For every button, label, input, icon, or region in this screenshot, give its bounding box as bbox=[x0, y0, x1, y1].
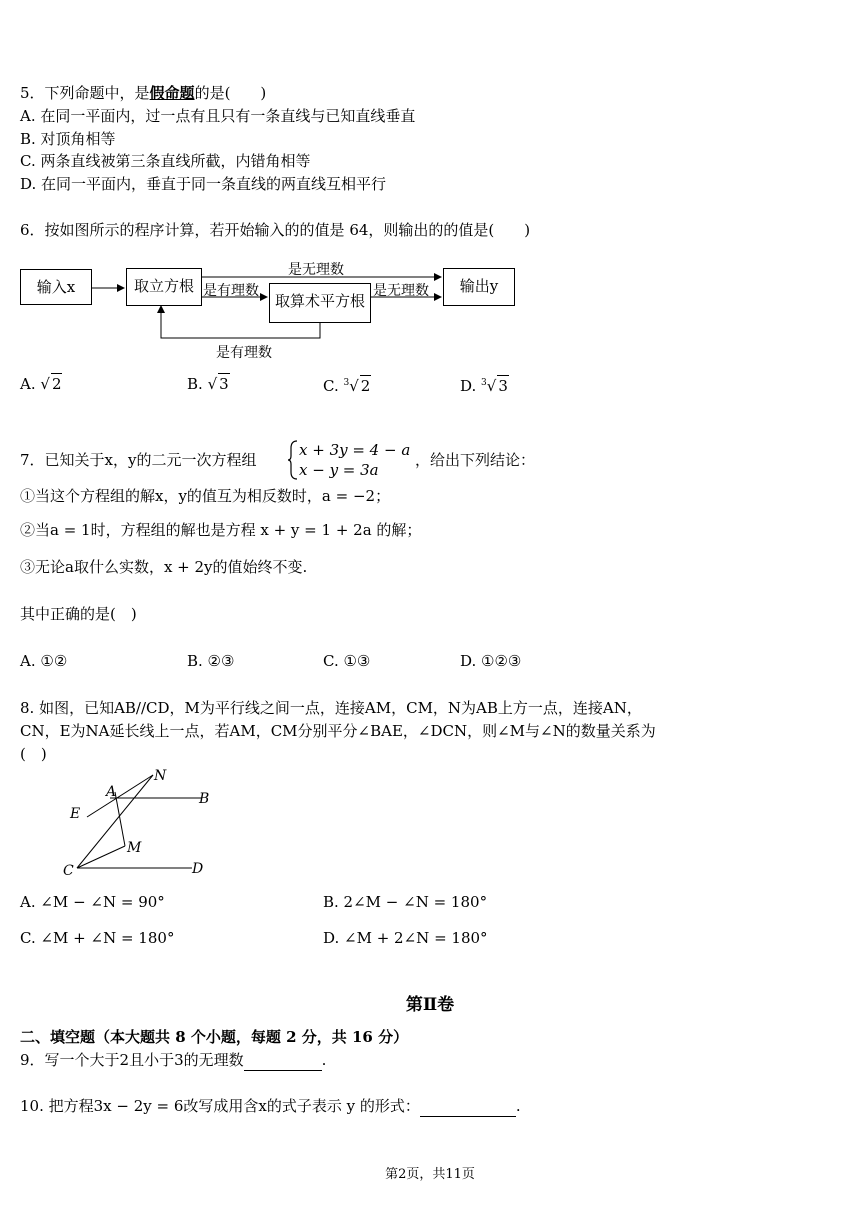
flow-label-mid1: 是有理数 bbox=[203, 283, 259, 299]
q7-brace bbox=[287, 440, 299, 480]
page-footer: 第2页，共11页 bbox=[385, 1167, 475, 1182]
q8-line-1: 8. 如图，已知AB//CD，M为平行线之间一点，连接AM，CM，N为AB上方一点，连接AN， bbox=[20, 699, 642, 717]
q5-emphasis: 假命题 bbox=[149, 84, 195, 102]
flow-label-bottom: 是有理数 bbox=[216, 345, 272, 361]
flow-cube-root-box: 取立方根 bbox=[126, 268, 202, 306]
q8-option-a: A. ∠M − ∠N = 90° bbox=[20, 893, 165, 911]
q10-answer-blank[interactable] bbox=[420, 1096, 516, 1117]
flow-label-mid2: 是无理数 bbox=[373, 283, 429, 299]
q7-statement-2: ②当a = 1时，方程组的解也是方程 x + y = 1 + 2a 的解； bbox=[20, 521, 422, 539]
q5-stem: 5．下列命题中，是假命题的是( ) bbox=[20, 84, 267, 102]
q9-answer-blank[interactable] bbox=[244, 1050, 322, 1071]
q7-eq2: x − y = 3a bbox=[299, 461, 379, 479]
q8-option-d: D. ∠M + 2∠N = 180° bbox=[323, 929, 488, 947]
q10: 10. 把方程3x − 2y = 6改写成用含x的式子表示 y 的形式： . bbox=[20, 1097, 521, 1115]
fig-label-A: A bbox=[106, 784, 117, 800]
q5-option-c: C. 两条直线被第三条直线所截，内错角相等 bbox=[20, 152, 311, 170]
q7-option-c: C. ①③ bbox=[323, 652, 371, 670]
fig-label-B: B bbox=[199, 791, 210, 807]
q9: 9．写一个大于2且小于3的无理数 . bbox=[20, 1051, 327, 1069]
part2-title: 第Ⅱ卷 bbox=[405, 995, 455, 1015]
q7-stem-pre: 7．已知关于x，y的二元一次方程组 bbox=[20, 451, 257, 469]
flow-label-top: 是无理数 bbox=[288, 262, 344, 278]
q6-option-b: B. √ 3 bbox=[187, 375, 229, 393]
q7-option-d: D. ①②③ bbox=[460, 652, 522, 670]
q7-statement-1: ①当这个方程组的解x，y的值互为相反数时，a = −2； bbox=[20, 487, 391, 505]
flow-input-box: 输入x bbox=[20, 269, 92, 305]
q5-option-b: B. 对顶角相等 bbox=[20, 130, 116, 148]
q8-option-c: C. ∠M + ∠N = 180° bbox=[20, 929, 175, 947]
q8-geometry-figure bbox=[60, 765, 220, 880]
flow-output-box: 输出y bbox=[443, 268, 515, 306]
q7-option-b: B. ②③ bbox=[187, 652, 235, 670]
fig-label-E: E bbox=[70, 806, 81, 822]
q8-line-2: CN，E为NA延长线上一点，若AM，CM分别平分∠BAE，∠DCN，则∠M与∠N的数量关系为 bbox=[20, 722, 656, 740]
q7-eq1: x + 3y = 4 − a bbox=[299, 441, 411, 459]
q6-option-d: D. $^3$√ 3 bbox=[460, 377, 508, 395]
q5-option-a: A. 在同一平面内，过一点有且只有一条直线与已知直线垂直 bbox=[20, 107, 416, 125]
q7-option-a: A. ①② bbox=[20, 652, 68, 670]
q6-option-a: A. √ 2 bbox=[20, 375, 62, 393]
fig-label-C: C bbox=[63, 863, 74, 879]
q7-ask: 其中正确的是( ) bbox=[20, 605, 137, 623]
q6-option-c: C. $^3$√ 2 bbox=[323, 377, 371, 395]
flow-sqrt-box: 取算术平方根 bbox=[269, 283, 371, 323]
fig-label-N: N bbox=[154, 768, 167, 784]
fig-label-M: M bbox=[127, 840, 142, 856]
q8-option-b: B. 2∠M − ∠N = 180° bbox=[323, 893, 488, 911]
q7-statement-3: ③无论a取什么实数，x + 2y的值始终不变. bbox=[20, 558, 308, 576]
q8-line-3: ( ) bbox=[20, 745, 47, 763]
fig-label-D: D bbox=[192, 861, 204, 877]
q7-stem-post: ，给出下列结论： bbox=[415, 451, 536, 469]
q5-option-d: D. 在同一平面内，垂直于同一条直线的两直线互相平行 bbox=[20, 175, 387, 193]
q6-stem: 6．按如图所示的程序计算，若开始输入的的值是 64，则输出的的值是( ) bbox=[20, 221, 531, 239]
section-heading: 二、填空题（本大题共 8 个小题，每题 2 分，共 16 分） bbox=[20, 1028, 409, 1046]
